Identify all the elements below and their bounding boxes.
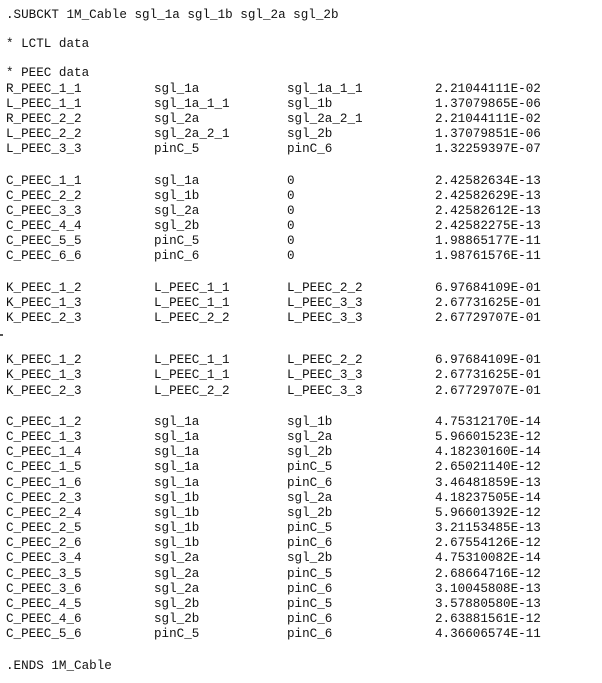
netlist-row [6,174,598,189]
spacer [6,643,598,659]
element-value: 2.42582634E-13 [435,173,541,188]
node-2: sgl_2b [287,551,333,566]
element-value: 2.65021140E-12 [435,460,541,475]
block-k2 [6,353,598,399]
node-1: sgl_2a [154,566,200,581]
element-value: 4.18237505E-14 [435,490,541,505]
element-value: 2.42582612E-13 [435,203,541,218]
netlist-row [6,415,598,430]
element-value: 1.37079851E-06 [435,127,541,142]
spacer [6,158,598,174]
node-1: sgl_2b [154,219,200,234]
netlist-row [6,112,598,127]
element-value: 2.67554126E-12 [435,536,541,551]
element-name: R_PEEC_2_2 [6,111,82,126]
element-name: C_PEEC_2_2 [6,188,82,203]
spacer [6,399,598,415]
lctl-comment: * LCTL data [6,37,90,52]
element-name: C_PEEC_3_3 [6,203,82,218]
element-name: C_PEEC_1_6 [6,475,82,490]
node-1: sgl_1b [154,188,200,203]
element-value: 5.96601523E-12 [435,429,541,444]
node-2: sgl_2b [287,445,333,460]
netlist-row [6,234,598,249]
netlist-row [6,219,598,234]
node-2: sgl_2b [287,127,333,142]
element-name: C_PEEC_4_4 [6,219,82,234]
node-1: sgl_1a [154,173,200,188]
element-name: C_PEEC_2_5 [6,521,82,536]
netlist-row [6,368,598,383]
node-1: sgl_1a [154,81,200,96]
element-name: C_PEEC_2_4 [6,505,82,520]
spacer [6,265,598,281]
element-name: C_PEEC_4_5 [6,597,82,611]
element-name: C_PEEC_3_6 [6,581,82,596]
node-1: sgl_2b [154,597,200,611]
node-2: pinC_6 [287,612,333,627]
netlist-row [6,204,598,219]
element-value: 6.97684109E-01 [435,353,541,368]
node-2: L_PEEC_3_3 [287,368,363,383]
node-2: L_PEEC_2_2 [287,280,363,295]
element-value: 4.75312170E-14 [435,414,541,429]
element-name: L_PEEC_3_3 [6,142,82,157]
node-2: pinC_6 [287,475,333,490]
element-name: C_PEEC_5_5 [6,234,82,249]
node-1: pinC_6 [154,249,200,264]
netlist-row [6,430,598,445]
node-2: pinC_5 [287,597,333,611]
block-cself [6,174,598,265]
netlist-row [6,597,598,612]
block-k1 [6,281,598,327]
node-1: sgl_2a_2_1 [154,127,230,142]
netlist-row [6,491,598,506]
netlist-row [6,521,598,536]
element-value: 6.97684109E-01 [435,280,541,295]
element-name: K_PEEC_1_2 [6,353,82,368]
element-name: K_PEEC_1_3 [6,295,82,310]
element-value: 1.98865177E-11 [435,234,541,249]
element-name: C_PEEC_1_3 [6,429,82,444]
element-value: 3.57880580E-13 [435,597,541,611]
node-1: L_PEEC_1_1 [154,280,230,295]
netlist-document [6,8,598,674]
element-value: 1.98761576E-11 [435,249,541,264]
node-1: L_PEEC_1_1 [154,353,230,368]
node-2: sgl_1b [287,96,333,111]
element-value: 2.67729707E-01 [435,383,541,398]
netlist-row [6,612,598,627]
element-value: 2.21044111E-02 [435,81,541,96]
node-1: L_PEEC_1_1 [154,295,230,310]
element-name: C_PEEC_6_6 [6,249,82,264]
element-name: C_PEEC_4_6 [6,612,82,627]
peec-comment: * PEEC data [6,66,90,81]
netlist-row [6,189,598,204]
netlist-row [6,384,598,399]
element-value: 2.67731625E-01 [435,295,541,310]
subckt-line: .SUBCKT 1M_Cable sgl_1a sgl_1b sgl_2a sgl_2b [6,8,339,22]
element-name: C_PEEC_5_6 [6,627,82,642]
node-2: L_PEEC_2_2 [287,353,363,368]
node-1: sgl_2b [154,612,200,627]
node-1: L_PEEC_1_1 [154,368,230,383]
node-1: sgl_1b [154,521,200,536]
element-name: C_PEEC_2_6 [6,536,82,551]
node-2: sgl_1b [287,414,333,429]
node-1: sgl_1a [154,414,200,429]
element-name: C_PEEC_2_3 [6,490,82,505]
node-1: sgl_1b [154,490,200,505]
netlist-row [6,506,598,521]
spacer [6,52,598,66]
element-name: C_PEEC_1_1 [6,173,82,188]
netlist-row [6,536,598,551]
node-1: sgl_1a [154,475,200,490]
netlist-row [6,476,598,491]
netlist-row [6,142,598,157]
node-1: sgl_1b [154,505,200,520]
netlist-row [6,551,598,566]
element-value: 3.10045808E-13 [435,581,541,596]
element-name: C_PEEC_1_5 [6,460,82,475]
element-value: 4.18230160E-14 [435,445,541,460]
element-value: 2.67731625E-01 [435,368,541,383]
node-2: 0 [287,249,295,264]
element-value: 2.67729707E-01 [435,311,541,325]
block-rl [6,82,598,158]
element-value: 1.37079865E-06 [435,96,541,111]
node-1: L_PEEC_2_2 [154,383,230,398]
element-name: K_PEEC_1_2 [6,280,82,295]
element-value: 2.68664716E-12 [435,566,541,581]
node-1: sgl_1a [154,445,200,460]
node-1: pinC_5 [154,142,200,157]
node-1: sgl_2a [154,581,200,596]
netlist-row [6,311,598,326]
block-cmutual [6,415,598,643]
node-2: sgl_2a_2_1 [287,111,363,126]
netlist-row [6,249,598,264]
stray-mark [0,334,3,336]
netlist-row [6,296,598,311]
node-1: sgl_1a_1_1 [154,96,230,111]
element-value: 4.36606574E-11 [435,627,541,642]
element-value: 2.42582629E-13 [435,188,541,203]
element-value: 3.21153485E-13 [435,521,541,536]
node-2: 0 [287,173,295,188]
node-2: sgl_2b [287,505,333,520]
node-2: 0 [287,188,295,203]
node-2: sgl_2a [287,490,333,505]
netlist-row [6,281,598,296]
spacer [6,340,598,353]
netlist-row [6,567,598,582]
element-value: 2.21044111E-02 [435,111,541,126]
node-1: pinC_5 [154,234,200,249]
netlist-row [6,127,598,142]
node-1: sgl_2a [154,551,200,566]
netlist-row [6,627,598,642]
netlist-row [6,97,598,112]
node-2: L_PEEC_3_3 [287,383,363,398]
node-2: pinC_5 [287,521,333,536]
element-name: C_PEEC_1_2 [6,414,82,429]
element-value: 4.75310082E-14 [435,551,541,566]
node-1: sgl_1a [154,460,200,475]
element-value: 2.63881561E-12 [435,612,541,627]
node-2: 0 [287,234,295,249]
node-2: pinC_5 [287,566,333,581]
element-name: C_PEEC_1_4 [6,445,82,460]
node-1: sgl_2a [154,203,200,218]
node-2: 0 [287,203,295,218]
element-name: K_PEEC_2_3 [6,311,82,325]
node-2: pinC_6 [287,581,333,596]
node-2: 0 [287,219,295,234]
element-name: L_PEEC_1_1 [6,96,82,111]
element-value: 5.96601392E-12 [435,505,541,520]
netlist-row [6,582,598,597]
element-value: 3.46481859E-13 [435,475,541,490]
node-2: L_PEEC_3_3 [287,311,363,325]
netlist-row [6,460,598,475]
node-2: pinC_6 [287,142,333,157]
node-1: sgl_1a [154,429,200,444]
netlist-row [6,82,598,97]
node-1: sgl_2a [154,111,200,126]
element-name: L_PEEC_2_2 [6,127,82,142]
element-value: 2.42582275E-13 [435,219,541,234]
spacer [6,23,598,37]
element-name: R_PEEC_1_1 [6,81,82,96]
node-2: sgl_1a_1_1 [287,81,363,96]
element-name: C_PEEC_3_5 [6,566,82,581]
node-2: L_PEEC_3_3 [287,295,363,310]
node-1: pinC_5 [154,627,200,642]
node-2: pinC_5 [287,460,333,475]
node-2: sgl_2a [287,429,333,444]
node-2: pinC_6 [287,536,333,551]
node-2: pinC_6 [287,627,333,642]
netlist-row [6,353,598,368]
spacer [6,326,598,340]
element-name: K_PEEC_2_3 [6,383,82,398]
ends-line: .ENDS 1M_Cable [6,658,112,673]
element-value: 1.32259397E-07 [435,142,541,157]
node-1: sgl_1b [154,536,200,551]
element-name: C_PEEC_3_4 [6,551,82,566]
node-1: L_PEEC_2_2 [154,311,230,325]
netlist-row [6,445,598,460]
element-name: K_PEEC_1_3 [6,368,82,383]
